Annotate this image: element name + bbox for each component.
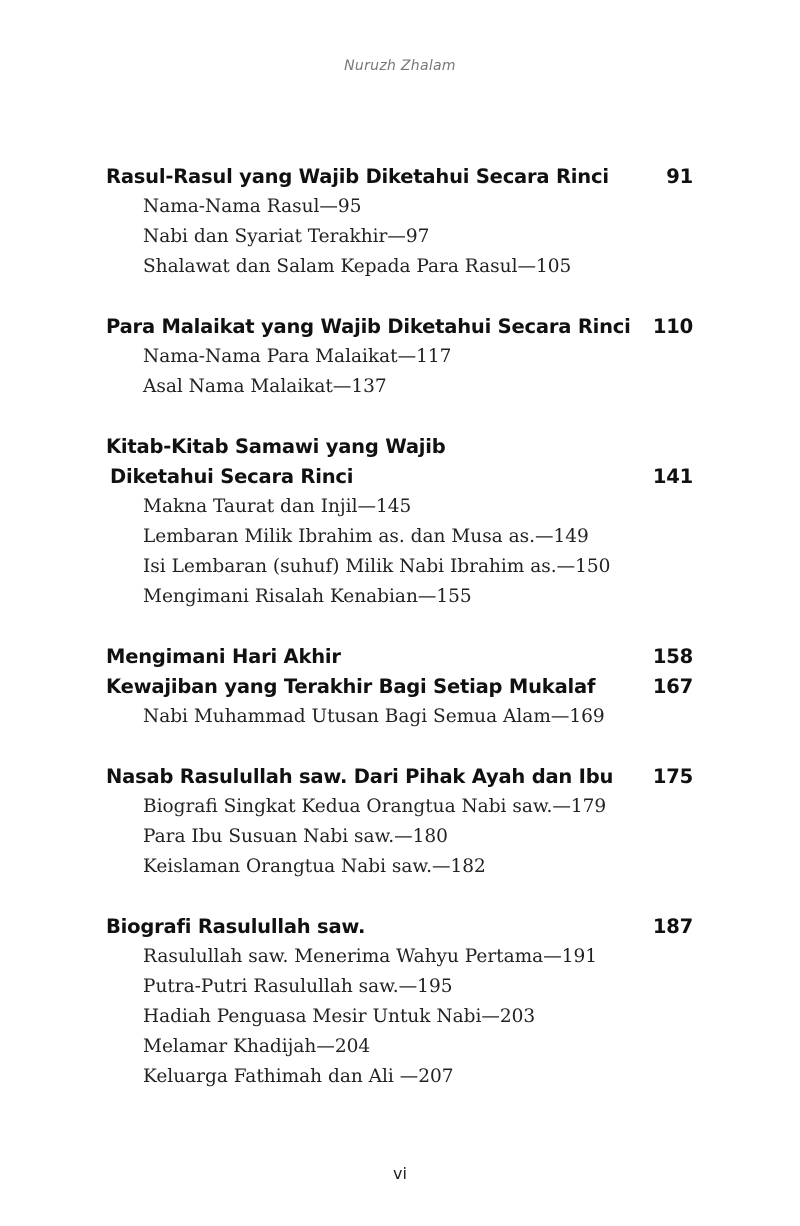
toc-subentry-text: Keislaman Orangtua Nabi saw.—182 [143,856,486,877]
toc-heading[interactable] [0,642,800,672]
toc-subentry-text: Shalawat dan Salam Kepada Para Rasul—105 [143,256,572,277]
toc-subentry[interactable] [0,822,800,852]
toc-subentry[interactable] [0,342,800,372]
toc-subentry-text: Biografi Singkat Kedua Orangtua Nabi saw.—179 [143,796,607,817]
toc-subentry[interactable] [0,552,800,582]
toc-heading-title: Kewajiban yang Terakhir Bagi Setiap Mukalaf [106,675,596,698]
toc-heading[interactable] [0,912,800,942]
toc-heading-title: Nasab Rasulullah saw. Dari Pihak Ayah dan Ibu [106,765,614,788]
toc-subentry-text: Melamar Khadijah—204 [143,1036,371,1057]
toc-subentry[interactable] [0,1062,800,1092]
toc-subentry-text: Lembaran Milik Ibrahim as. dan Musa as.—149 [143,526,589,547]
toc-heading[interactable] [0,762,800,792]
toc-subentry-text: Asal Nama Malaikat—137 [143,376,387,397]
toc-heading-page: 175 [652,765,693,788]
toc-subentry[interactable] [0,1032,800,1062]
toc-heading-title: Rasul-Rasul yang Wajib Diketahui Secara Rinci [106,165,609,188]
toc-heading-page: 187 [652,915,693,938]
toc-subentry[interactable] [0,792,800,822]
toc-subentry[interactable] [0,582,800,612]
toc-heading[interactable] [0,162,800,192]
toc-heading-line1[interactable] [0,432,800,462]
toc-subentry[interactable] [0,942,800,972]
toc-heading-title: Biografi Rasulullah saw. [106,915,366,938]
running-header: Nuruzh Zhalam [344,58,456,74]
toc-subentry-text: Nabi Muhammad Utusan Bagi Semua Alam—169 [143,706,605,727]
toc-subentry-text: Isi Lembaran (suhuf) Milik Nabi Ibrahim as.—150 [143,556,611,577]
toc-subentry[interactable] [0,252,800,282]
toc-heading-title: Diketahui Secara Rinci [110,465,354,488]
toc-subentry-text: Nama-Nama Rasul—95 [143,196,362,217]
page-number: vi [393,1164,407,1183]
toc-heading-page: 141 [652,465,693,488]
toc-heading-page: 110 [652,315,693,338]
toc-heading-page: 158 [652,645,693,668]
toc-subentry[interactable] [0,972,800,1002]
toc-subentry-text: Nama-Nama Para Malaikat—117 [143,346,452,367]
toc-subentry[interactable] [0,702,800,732]
toc-subentry[interactable] [0,852,800,882]
toc-subentry-text: Hadiah Penguasa Mesir Untuk Nabi—203 [143,1006,536,1027]
toc-subentry[interactable] [0,222,800,252]
toc-subentry-text: Para Ibu Susuan Nabi saw.—180 [143,826,448,847]
toc-subentry[interactable] [0,522,800,552]
toc-heading-title: Mengimani Hari Akhir [106,645,341,668]
toc-subentry-text: Rasulullah saw. Menerima Wahyu Pertama—191 [143,946,598,967]
toc-subentry[interactable] [0,1002,800,1032]
toc-subentry-text: Makna Taurat dan Injil—145 [143,496,412,517]
toc-subentry[interactable] [0,372,800,402]
toc-heading[interactable] [0,312,800,342]
toc-heading-page: 167 [652,675,693,698]
toc-subentry-text: Mengimani Risalah Kenabian—155 [143,586,472,607]
toc-subentry[interactable] [0,492,800,522]
toc-heading-title: Kitab-Kitab Samawi yang Wajib [106,435,446,458]
toc-subentry-text: Keluarga Fathimah dan Ali —207 [143,1066,454,1087]
toc-heading-line2[interactable] [0,462,800,492]
toc-subentry-text: Nabi dan Syariat Terakhir—97 [143,226,430,247]
toc-heading-title: Para Malaikat yang Wajib Diketahui Secara Rinci [106,315,631,338]
toc-subentry[interactable] [0,192,800,222]
toc-heading[interactable] [0,672,800,702]
toc-subentry-text: Putra-Putri Rasulullah saw.—195 [143,976,453,997]
toc-heading-page: 91 [666,165,693,188]
